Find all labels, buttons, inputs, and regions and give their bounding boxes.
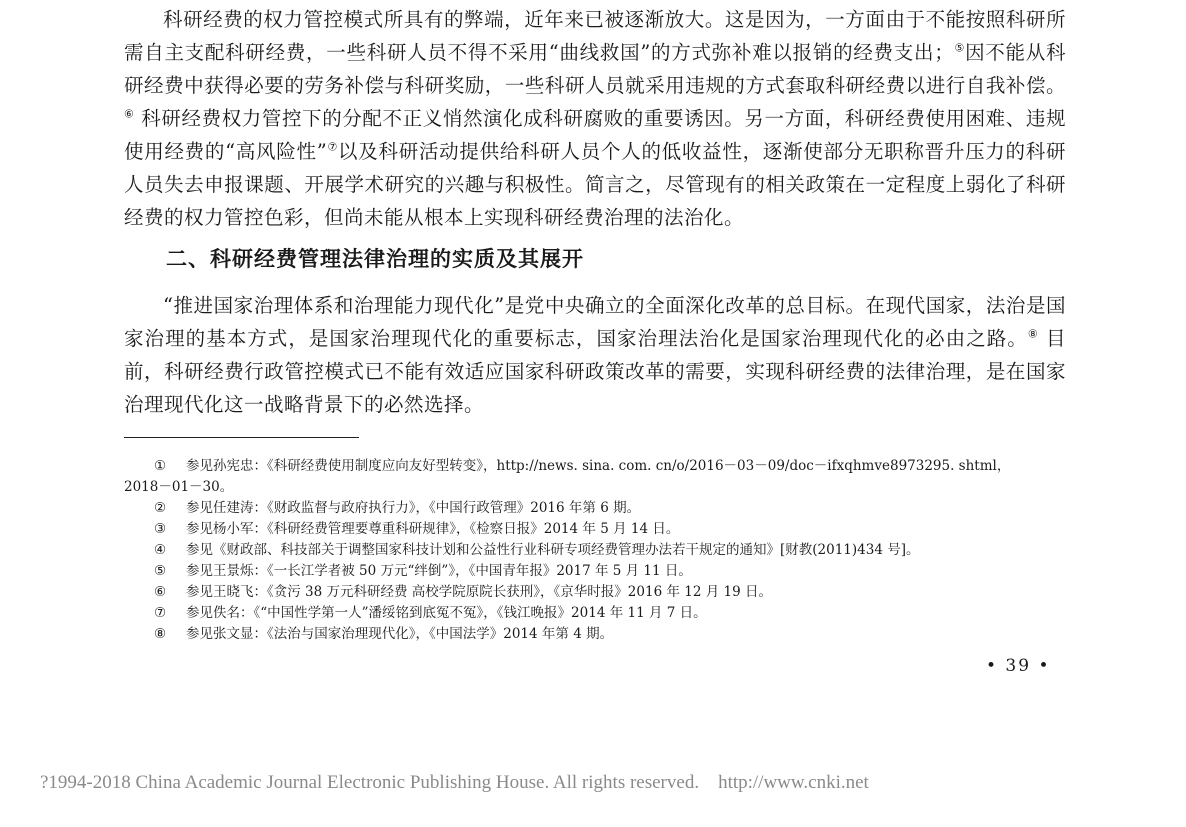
footnote-text: 参见佚名：《“中国性学第一人”潘绥铭到底冤不冤》，《钱江晚报》2014 年 11 月 7 日。 [186, 605, 707, 621]
paragraph-text: “推进国家治理体系和治理能力现代化”是党中央确立的全面深化改革的总目标。在现代国家，法治是国家治理的基本方式，是国家治理现代化的重要标志，国家治理法治化是国家治理现代化的必由之路。 [124, 294, 1066, 350]
footnote-item [124, 603, 1066, 624]
paragraph-text: 科研经费的权力管控模式所具有的弊端，近年来已被逐渐放大。这是因为，一方面由于不能按照科研所需自主支配科研经费，一些科研人员不得不采用“曲线救国”的方式弥补难以报销的经费支出； [124, 8, 1066, 64]
copyright-watermark: ?1994-2018 China Academic Journal Electronic Publishing House. All rights reserved. http://www.cnki.net [40, 772, 869, 793]
footnote-item [124, 456, 1066, 477]
paragraph-text: 因不能从科研经费中获得必要的劳务补偿与科研奖励，一些科研人员就采用违规的方式套取科研经费以进行自我补偿。 [124, 41, 1066, 97]
footnote-number: ⑥ [154, 584, 167, 600]
footnote-item [124, 582, 1066, 603]
footnote-item [124, 498, 1066, 519]
page-number: • 39 • [986, 656, 1051, 676]
footnote-text: 参见《财政部、科技部关于调整国家科技计划和公益性行业科研专项经费管理办法若干规定的通知》[财教(2011)434 号]。 [186, 542, 920, 558]
body-paragraph-2 [124, 289, 1066, 421]
footnote-ref[interactable]: ⑥ [124, 107, 135, 121]
paragraph-text: 以及科研活动提供给科研人员个人的低收益性，逐渐使部分无职称晋升压力的科研人员失去申报课题、开展学术研究的兴趣与积极性。简言之，尽管现有的相关政策在一定程度上弱化了科研经费的权力管控色彩，但尚未能从根本上实现科研经费治理的法治化。 [124, 140, 1066, 229]
footnote-item [124, 519, 1066, 540]
footnote-item [124, 561, 1066, 582]
footnote-text: 参见张文显：《法治与国家治理现代化》，《中国法学》2014 年第 4 期。 [186, 626, 614, 642]
body-paragraph-1 [124, 3, 1066, 234]
footnote-text: 参见王景烁：《一长江学者被 50 万元“绊倒”》，《中国青年报》2017 年 5 月 11 日。 [186, 563, 692, 579]
footnote-ref[interactable]: ⑦ [327, 140, 339, 154]
footnote-number: ⑧ [154, 626, 167, 642]
footnote-text: 参见杨小军：《科研经费管理要尊重科研规律》，《检察日报》2014 年 5 月 14 日。 [186, 521, 680, 537]
footnotes [124, 456, 1066, 645]
footnote-item [124, 624, 1066, 645]
footnote-number: ① [154, 458, 167, 474]
footnote-number: ③ [154, 521, 167, 537]
footnote-number: ② [154, 500, 167, 516]
footnote-ref[interactable]: ⑧ [1027, 327, 1039, 341]
footnote-text: 参见王晓飞：《贪污 38 万元科研经费 高校学院原院长获刑》，《京华时报》2016 年 12 月 19 日。 [186, 584, 772, 600]
footnote-text: 参见任建涛：《财政监督与政府执行力》，《中国行政管理》2016 年第 6 期。 [186, 500, 641, 516]
footnote-item [124, 540, 1066, 561]
footnote-continuation: 2018－01－30。 [124, 479, 234, 495]
footnote-number: ④ [154, 542, 167, 558]
footnote-divider [124, 437, 359, 438]
paragraph-text: 科研经费权力管控下的分配不正义悄然演化成科研腐败的重要诱因。另一方面，科研经费使用困难、违规使用经费的“高风险性” [124, 107, 1066, 163]
paragraph-text: 目前，科研经费行政管控模式已不能有效适应国家科研政策改革的需要，实现科研经费的法律治理，是在国家治理现代化这一战略背景下的必然选择。 [124, 327, 1066, 416]
footnote-text: 参见孙宪忠：《科研经费使用制度应向友好型转变》，http://news. sina. com. cn/o/2016－03－09/doc－ifxqhmve8973295. shtml， [186, 458, 1011, 474]
footnote-number: ⑦ [154, 605, 167, 621]
footnote-ref[interactable]: ⑤ [954, 41, 966, 55]
footnote-number: ⑤ [154, 563, 167, 579]
section-heading: 二、科研经费管理法律治理的实质及其展开 [166, 247, 584, 271]
